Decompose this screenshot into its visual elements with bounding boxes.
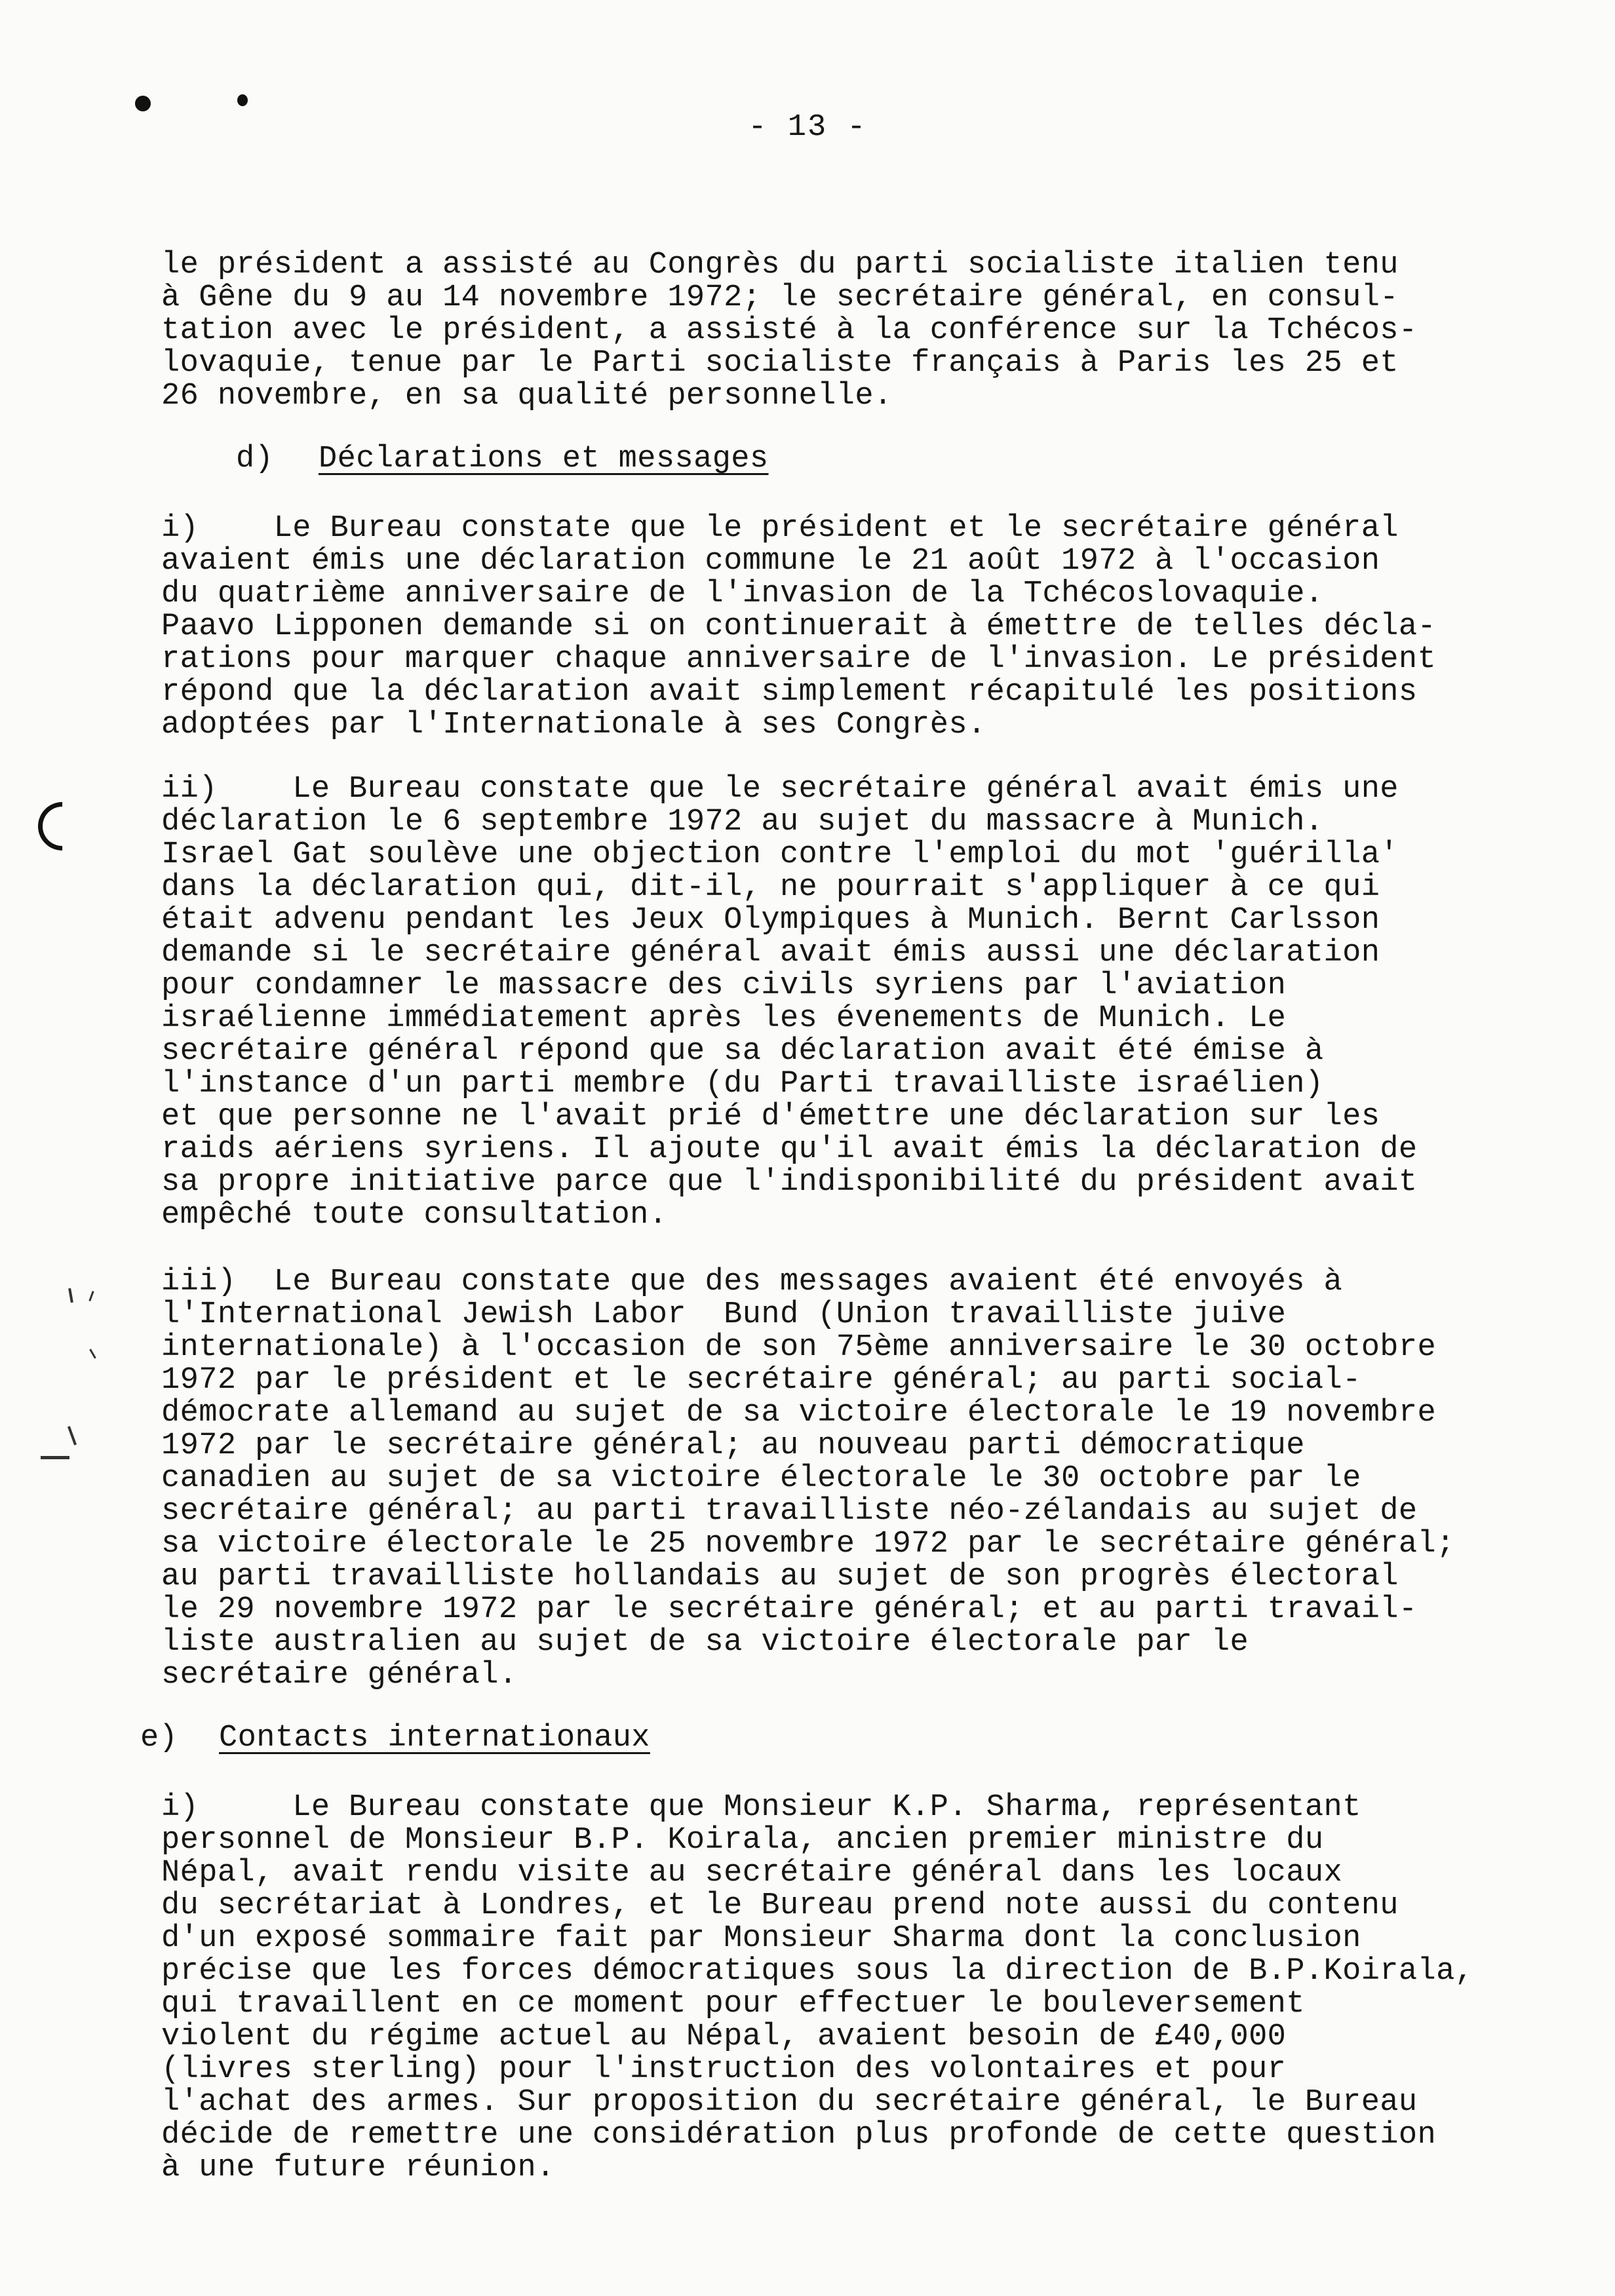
text-line: ii) Le Bureau constate que le secrétaire général avait émis une <box>161 772 1399 807</box>
text-line: était advenu pendant les Jeux Olympiques à Munich. Bernt Carlsson <box>161 903 1380 938</box>
text-line: secrétaire général. <box>161 1658 518 1693</box>
text-line: 26 novembre, en sa qualité personnelle. <box>161 379 893 413</box>
text-line: l'International Jewish Labor Bund (Union travailliste juive <box>161 1297 1287 1332</box>
text-line: adoptées par l'Internationale à ses Congrès. <box>161 708 986 742</box>
text-line: d'un exposé sommaire fait par Monsieur Sharma dont la conclusion <box>161 1921 1361 1956</box>
margin-bracket-mark <box>28 792 97 861</box>
text-line: répond que la déclaration avait simplement récapitulé les positions <box>161 675 1418 710</box>
text-line: canadien au sujet de sa victoire électorale le 30 octobre par le <box>161 1461 1361 1496</box>
text-line: au parti travailliste hollandais au sujet de son progrès électoral <box>161 1559 1399 1594</box>
text-line: décide de remettre une considération plus profonde de cette question <box>161 2118 1437 2152</box>
margin-tick <box>68 1426 77 1445</box>
text-line: lovaquie, tenue par le Parti socialiste français à Paris les 25 et <box>161 346 1399 381</box>
text-line: le 29 novembre 1972 par le secrétaire général; et au parti travail- <box>161 1592 1418 1627</box>
text-line: Paavo Lipponen demande si on continuerait à émettre de telles décla- <box>161 609 1437 644</box>
text-line: 1972 par le secrétaire général; au nouveau parti démocratique <box>161 1428 1305 1463</box>
text-line: i) Le Bureau constate que Monsieur K.P. Sharma, représentant <box>161 1790 1361 1825</box>
text-line: empêché toute consultation. <box>161 1198 668 1233</box>
margin-tick <box>88 1291 94 1301</box>
text-line: pour condamner le massacre des civils syriens par l'aviation <box>161 968 1287 1003</box>
text-line: démocrate allemand au sujet de sa victoire électorale le 19 novembre <box>161 1396 1437 1430</box>
text-line: tation avec le président, a assisté à la conférence sur la Tchécos- <box>161 313 1418 348</box>
text-line: israélienne immédiatement après les évenements de Munich. Le <box>161 1001 1287 1036</box>
margin-tick <box>41 1456 69 1459</box>
text-line: secrétaire général; au parti travailliste néo-zélandais au sujet de <box>161 1494 1418 1529</box>
text-line: raids aériens syriens. Il ajoute qu'il avait émis la déclaration de <box>161 1132 1418 1167</box>
section-label: e) <box>140 1721 178 1755</box>
text-line: l'instance d'un parti membre (du Parti travailliste israélien) <box>161 1067 1324 1101</box>
text-line: demande si le secrétaire général avait émis aussi une déclaration <box>161 936 1380 970</box>
punch-dot-right <box>237 94 248 106</box>
text-line: sa propre initiative parce que l'indisponibilité du président avait <box>161 1165 1418 1200</box>
text-line: internationale) à l'occasion de son 75ème anniversaire le 30 octobre <box>161 1330 1437 1365</box>
text-line: déclaration le 6 septembre 1972 au sujet du massacre à Munich. <box>161 805 1324 839</box>
text-line: l'achat des armes. Sur proposition du secrétaire général, le Bureau <box>161 2085 1418 2120</box>
section-heading: Contacts internationaux <box>219 1721 650 1755</box>
margin-tick <box>68 1288 73 1303</box>
page-number: - 13 - <box>748 110 867 145</box>
text-line: sa victoire électorale le 25 novembre 1972 par le secrétaire général; <box>161 1527 1455 1561</box>
text-line: violent du régime actuel au Népal, avaient besoin de £40,000 <box>161 2019 1287 2054</box>
text-line: à une future réunion. <box>161 2151 555 2185</box>
text-line: liste australien au sujet de sa victoire électorale par le <box>161 1625 1249 1660</box>
text-line: personnel de Monsieur B.P. Koirala, ancien premier ministre du <box>161 1823 1324 1858</box>
text-line: qui travaillent en ce moment pour effectuer le bouleversement <box>161 1987 1305 2021</box>
text-line: du secrétariat à Londres, et le Bureau prend note aussi du contenu <box>161 1888 1399 1923</box>
text-line: secrétaire général répond que sa déclaration avait été émise à <box>161 1034 1324 1069</box>
text-line: Israel Gat soulève une objection contre l'emploi du mot 'guérilla' <box>161 837 1399 872</box>
section-label: d) <box>236 442 274 476</box>
text-line: iii) Le Bureau constate que des messages avaient été envoyés à <box>161 1265 1343 1299</box>
text-line: à Gêne du 9 au 14 novembre 1972; le secrétaire général, en consul- <box>161 280 1399 315</box>
text-line: dans la déclaration qui, dit-il, ne pourrait s'appliquer à ce qui <box>161 870 1380 905</box>
text-line: Népal, avait rendu visite au secrétaire général dans les locaux <box>161 1856 1343 1890</box>
text-line: et que personne ne l'avait prié d'émettre une déclaration sur les <box>161 1100 1380 1134</box>
text-line: du quatrième anniversaire de l'invasion de la Tchécoslovaquie. <box>161 577 1324 611</box>
punch-dot-left <box>135 96 151 111</box>
text-line: 1972 par le président et le secrétaire général; au parti social- <box>161 1363 1361 1398</box>
text-line: rations pour marquer chaque anniversaire de l'invasion. Le président <box>161 642 1437 677</box>
text-line: précise que les forces démocratiques sous la direction de B.P.Koirala, <box>161 1954 1474 1989</box>
section-heading: Déclarations et messages <box>319 442 769 476</box>
margin-tick <box>89 1349 96 1358</box>
text-line: le président a assisté au Congrès du parti socialiste italien tenu <box>161 248 1399 282</box>
text-line: (livres sterling) pour l'instruction des volontaires et pour <box>161 2052 1287 2087</box>
text-line: avaient émis une déclaration commune le 21 août 1972 à l'occasion <box>161 544 1380 579</box>
text-line: i) Le Bureau constate que le président et le secrétaire général <box>161 511 1399 546</box>
